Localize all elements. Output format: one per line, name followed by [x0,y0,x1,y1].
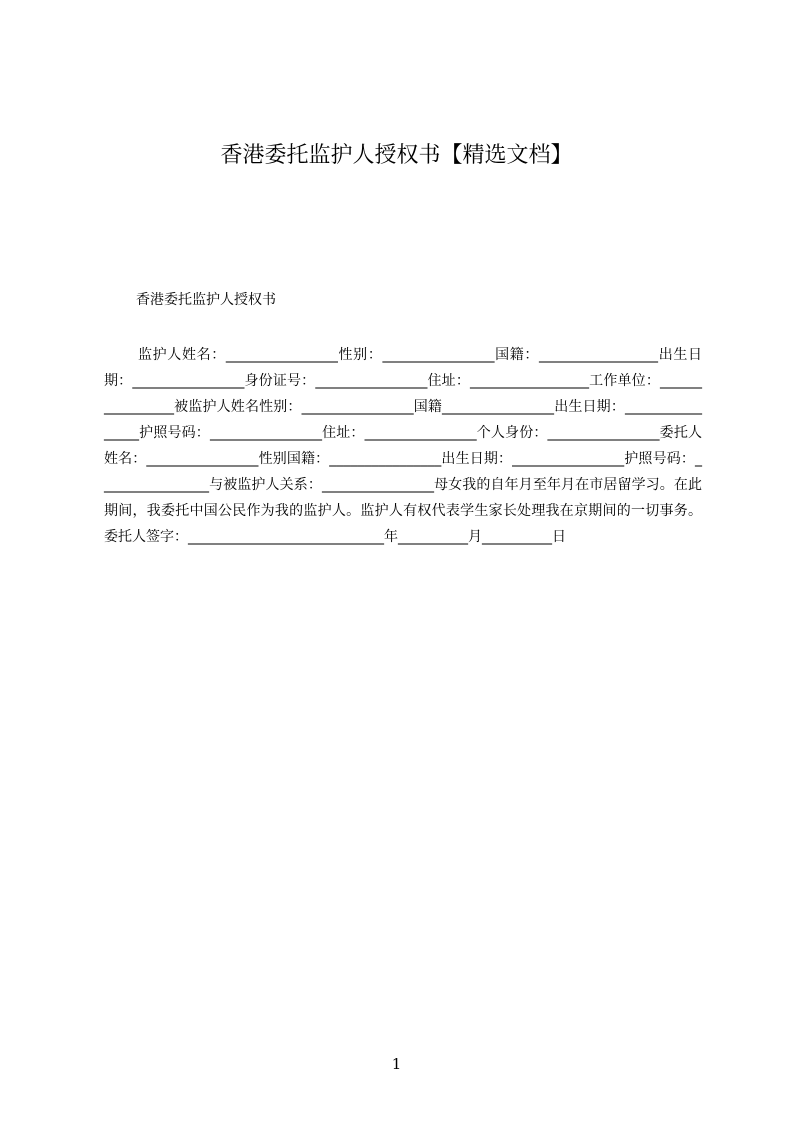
authorization-form-body: 监护人姓名：________________性别：________________国籍：_________________出生日期：________________身份证号：________________住址：_________________工作单位：________________被监护人姓名性别：________________国籍________________出生日期：________________护照号码：________________住址：________________个人身份：________________委托人姓名：________________性别国籍：________________出生日期：________________护照号码：________________与被监护人关系：________________母女我的自年月至年月在市居留学习。在此期间，我委托中国公民作为我的监护人。监护人有权代表学生家长处理我在京期间的一切事务。委托人签字：____________________________年__________月__________日 [104,347,702,545]
document-title: 香港委托监护人授权书【精选文档】 [220,143,573,168]
page-number: 1 [391,1055,402,1073]
document-subtitle: 香港委托监护人授权书 [136,292,276,308]
